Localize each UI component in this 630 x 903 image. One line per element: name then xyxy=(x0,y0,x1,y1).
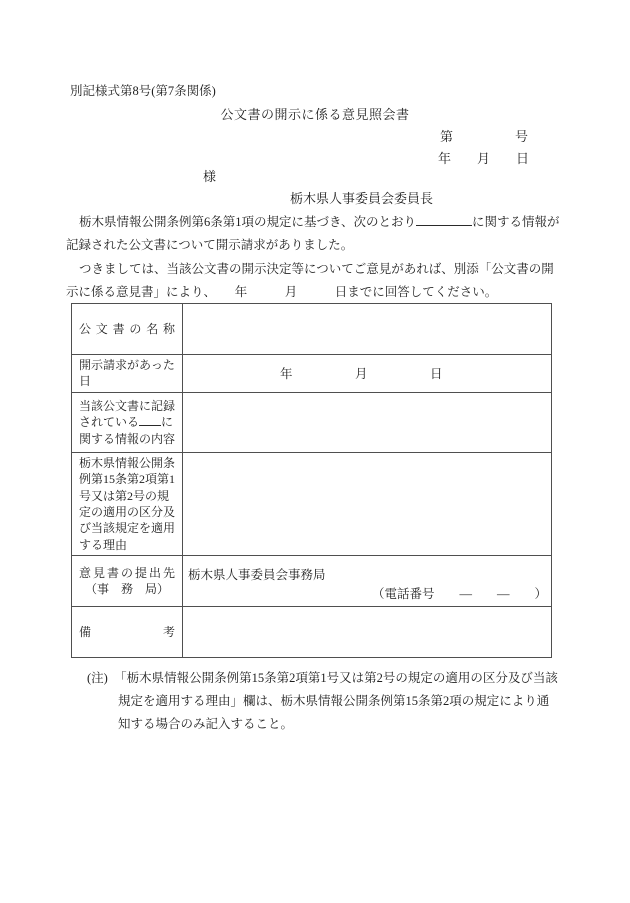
body-paragraph-1 xyxy=(66,211,560,258)
value-information-content xyxy=(183,392,552,452)
office-name: 栃木県人事委員会事務局 xyxy=(188,568,326,583)
value-document-name xyxy=(183,304,552,355)
doc-number-suffix: 号 xyxy=(514,129,528,144)
label-request-date: 開示請求があった日 xyxy=(72,355,183,393)
doc-number-prefix: 第 xyxy=(440,129,454,144)
table-row-ordinance-application xyxy=(72,452,552,555)
body-text xyxy=(66,211,560,305)
label-submission-address xyxy=(72,556,183,607)
fill-in-blank-underline-small xyxy=(139,415,161,426)
footnote-text: (注) 「栃木県情報公開条例第15条第2項第1号又は第2号の規定の適用の区分及び当該規定を適用する理由」欄は、栃木県情報公開条例第15条第2項の規定により通知する場合のみ記入すること。 xyxy=(87,671,558,731)
fill-in-blank-underline xyxy=(416,215,472,226)
p1-text-before-blank: 栃木県情報公開条例第6条第1項の規定に基づき、次のとおり xyxy=(79,215,417,229)
table-row-remarks xyxy=(72,607,552,658)
p1-text-after-blank: に関する情報が記録された公文書について開示請求がありました。 xyxy=(66,215,560,253)
value-request-date: 年 月 日 xyxy=(183,355,552,393)
r3-label-before-blank: 当該公文書に記録されている xyxy=(79,398,176,430)
addressee-honorific: 様 xyxy=(203,169,217,184)
label-information-content xyxy=(72,392,183,452)
value-remarks xyxy=(183,607,552,658)
table-row-submission-address xyxy=(72,556,552,607)
table-row-request-date xyxy=(72,355,552,393)
issue-date-line: 年 月 日 xyxy=(438,151,530,166)
label-ordinance-application: 栃木県情報公開条例第15条第2項第1号又は第2号の規定の適用の区分及び当該規定を適用する理由 xyxy=(72,452,183,555)
sender-title: 栃木県人事委員会委員長 xyxy=(290,191,434,206)
inquiry-form-table xyxy=(71,303,552,658)
table-row-document-name xyxy=(72,304,552,355)
document-title: 公文書の開示に係る意見照会書 xyxy=(220,107,410,122)
body-paragraph-2: つきましては、当該公文書の開示決定等についてご意見があれば、別添「公文書の開示に係る意見書」により、 年 月 日までに回答してください。 xyxy=(66,261,554,300)
value-submission-address xyxy=(183,556,552,607)
table-row-information-content xyxy=(72,392,552,452)
footnote xyxy=(87,667,559,736)
label-remarks: 備考 xyxy=(72,607,183,658)
label-submission-line2: （事 務 局） xyxy=(84,582,169,597)
r3-label-after-blank: に関する情報の内容 xyxy=(79,415,176,446)
value-ordinance-application xyxy=(183,452,552,555)
phone-number-line: （電話番号 ― ― ） xyxy=(371,587,547,602)
form-id: 別記様式第8号(第7条関係) xyxy=(70,84,216,98)
label-document-name: 公文書の名称 xyxy=(72,304,183,355)
label-submission-line1: 意見書の提出先 xyxy=(79,565,175,580)
document-number-line xyxy=(440,126,528,145)
